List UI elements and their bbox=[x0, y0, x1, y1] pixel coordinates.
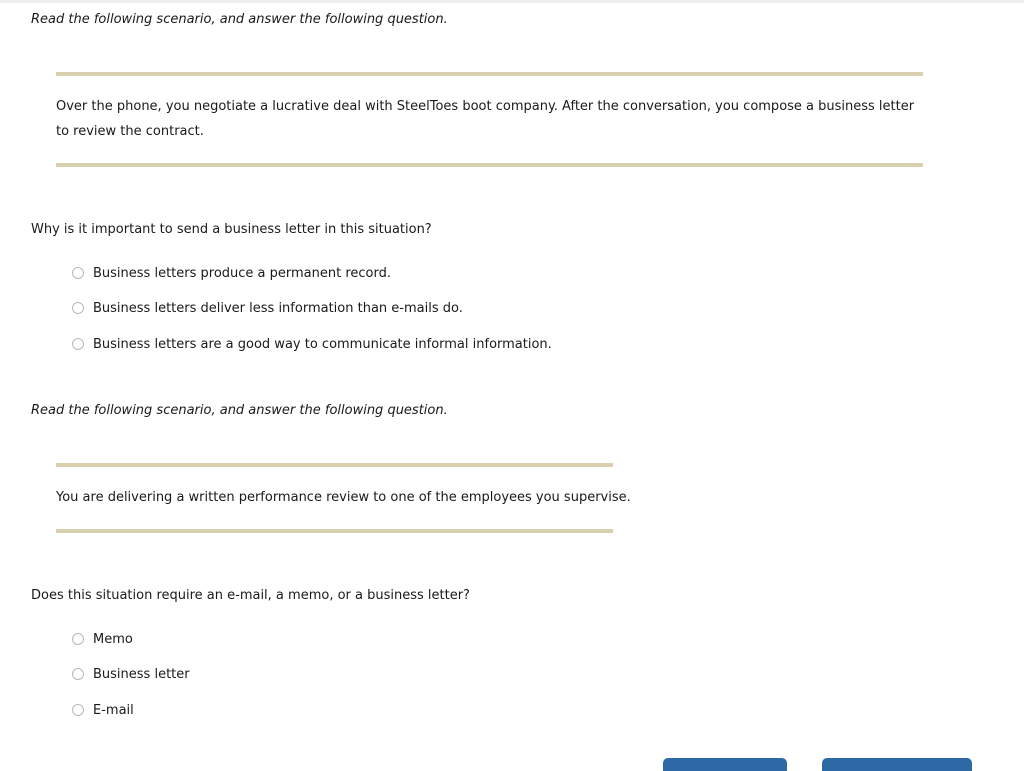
instruction-text: Read the following scenario, and answer the following question. bbox=[31, 403, 448, 418]
radio-button[interactable] bbox=[72, 267, 84, 279]
answer-option[interactable] bbox=[72, 700, 134, 720]
radio-button[interactable] bbox=[72, 633, 84, 645]
answer-option-label[interactable]: Business letters deliver less information than e-mails do. bbox=[93, 300, 463, 316]
answer-option[interactable] bbox=[72, 334, 552, 354]
radio-button[interactable] bbox=[72, 302, 84, 314]
answer-option-label[interactable]: Business letters are a good way to communicate informal information. bbox=[93, 336, 552, 352]
answer-option[interactable] bbox=[72, 629, 133, 649]
scenario-top-rule bbox=[56, 463, 613, 467]
radio-button[interactable] bbox=[72, 668, 84, 680]
answer-option-label[interactable]: Business letter bbox=[93, 666, 190, 682]
answer-option-label[interactable]: E-mail bbox=[93, 702, 134, 718]
radio-button[interactable] bbox=[72, 704, 84, 716]
scenario-bottom-rule bbox=[56, 163, 923, 167]
radio-button[interactable] bbox=[72, 338, 84, 350]
answer-option[interactable] bbox=[72, 263, 391, 283]
answer-option-label[interactable]: Business letters produce a permanent record. bbox=[93, 265, 392, 281]
answer-option-label[interactable]: Memo bbox=[93, 631, 133, 647]
instruction-text: Read the following scenario, and answer the following question. bbox=[31, 12, 448, 27]
next-button[interactable] bbox=[822, 758, 972, 771]
scenario-text: You are delivering a written performance review to one of the employees you supervise. bbox=[56, 490, 631, 505]
scenario-text: Over the phone, you negotiate a lucrative deal with SteelToes boot company. After the conversation, you compose a business letter to review the contract. bbox=[56, 99, 915, 139]
top-divider bbox=[0, 0, 1024, 3]
answer-option[interactable] bbox=[72, 298, 463, 318]
previous-button[interactable] bbox=[663, 758, 787, 771]
scenario-bottom-rule bbox=[56, 529, 613, 533]
question-prompt: Does this situation require an e-mail, a memo, or a business letter? bbox=[31, 588, 470, 603]
answer-option[interactable] bbox=[72, 664, 190, 684]
question-prompt: Why is it important to send a business letter in this situation? bbox=[31, 222, 432, 237]
scenario-top-rule bbox=[56, 72, 923, 76]
